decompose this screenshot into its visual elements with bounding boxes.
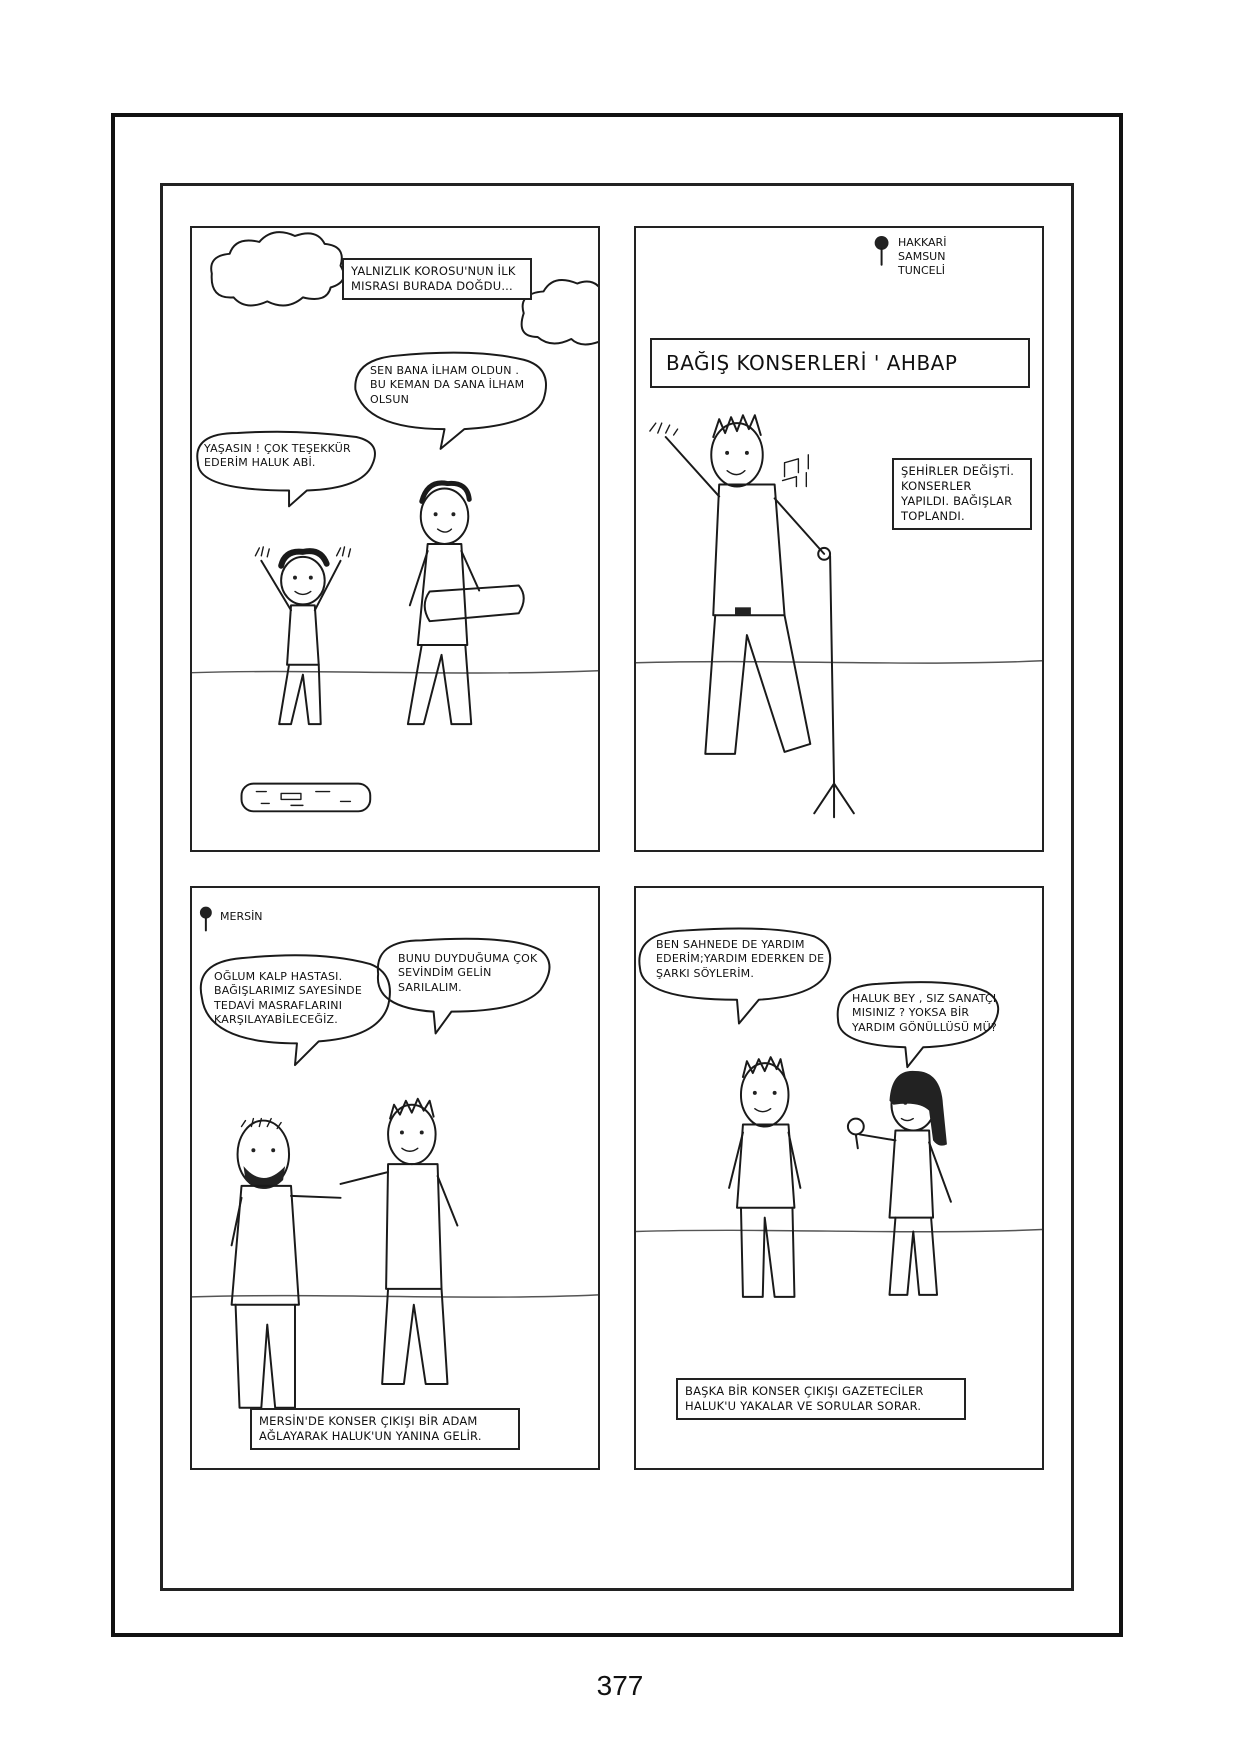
panel-2-title: BAĞIŞ KONSERLERİ ' AHBAP bbox=[650, 338, 1030, 388]
comic-panel-4 bbox=[634, 886, 1044, 1470]
panel-3-caption: MERSİN'DE KONSER ÇIKIŞI BİR ADAM AĞLAYARAK HALUK'UN YANINA GELİR. bbox=[250, 1408, 520, 1450]
panel-4-haluk-speech: BEN SAHNEDE DE YARDIM EDERİM;YARDIM EDERKEN DE ŞARKI SÖYLERİM. bbox=[656, 938, 825, 980]
location-hakkari: HAKKARİ bbox=[898, 236, 947, 249]
comic-panel-1 bbox=[190, 226, 600, 852]
location-tunceli: TUNCELİ bbox=[898, 263, 946, 277]
panel-4-reporter-speech: HALUK BEY , SIZ SANATÇI MISINIZ ? YOKSA BİR YARDIM GÖNÜLLÜSÜ MÜ? bbox=[852, 992, 997, 1034]
panel-3-father-speech: OĞLUM KALP HASTASI. BAĞIŞLARIMIZ SAYESİNDE TEDAVİ MASRAFLARINI KARŞILAYABİLECEĞİZ. bbox=[214, 970, 362, 1026]
panel-3-haluk-speech: BUNU DUYDUĞUMA ÇOK SEVİNDİM GELİN SARILALIM. bbox=[398, 952, 538, 994]
panel-1-drawing bbox=[192, 228, 598, 850]
panel-3-location: MERSİN bbox=[220, 910, 263, 923]
panel-2-location-list bbox=[898, 236, 946, 277]
comic-panel-2 bbox=[634, 226, 1044, 852]
panel-4-caption: BAŞKA BİR KONSER ÇIKIŞI GAZETECİLER HALUK'U YAKALAR VE SORULAR SORAR. bbox=[676, 1378, 966, 1420]
panel-2-drawing bbox=[636, 228, 1042, 850]
panel-1-man-speech: SEN BANA İLHAM OLDUN . BU KEMAN DA SANA İLHAM OLSUN bbox=[370, 364, 525, 406]
panel-1-kid-speech: YAŞASIN ! ÇOK TEŞEKKÜR EDERİM HALUK ABİ. bbox=[204, 442, 351, 470]
comic-panel-3 bbox=[190, 886, 600, 1470]
page-number: 377 bbox=[596, 1670, 644, 1701]
panel-2-caption: ŞEHİRLER DEĞİŞTİ. KONSERLER YAPILDI. BAĞIŞLAR TOPLANDI. bbox=[892, 458, 1032, 530]
panel-1-caption: YALNIZLIK KOROSU'NUN İLK MISRASI BURADA DOĞDU... bbox=[342, 258, 532, 300]
location-samsun: SAMSUN bbox=[898, 249, 946, 263]
